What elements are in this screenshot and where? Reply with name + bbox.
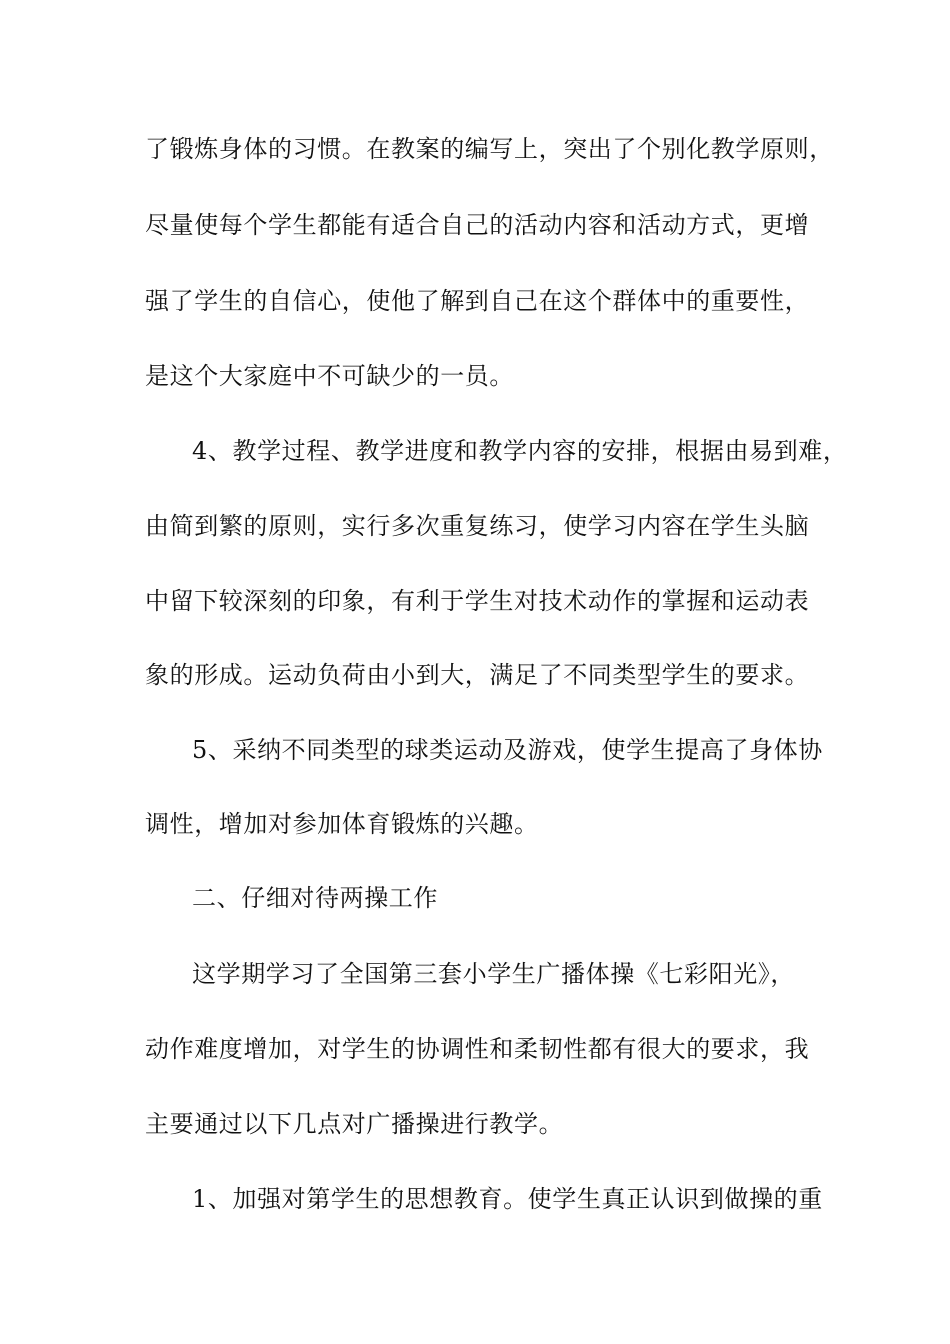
paragraph-section-start: 这学期学习了全国第三套小学生广播体操《七彩阳光》，	[192, 960, 795, 988]
section-heading: 二、仔细对待两操工作	[192, 884, 438, 912]
text-line-3: 强了学生的自信心，使他了解到自己在这个群体中的重要性，	[145, 287, 810, 315]
text-line-2: 尽量使每个学生都能有适合自己的活动内容和活动方式，更增	[145, 211, 810, 239]
text-line-13: 动作难度增加，对学生的协调性和柔韧性都有很大的要求，我	[145, 1035, 810, 1063]
text-line-14: 主要通过以下几点对广播操进行教学。	[145, 1110, 564, 1138]
paragraph-5-start: 5、采纳不同类型的球类运动及游戏，使学生提高了身体协	[192, 736, 823, 764]
text-line-10: 调性，增加对参加体育锻炼的兴趣。	[145, 810, 539, 838]
paragraph-1-start: 1、加强对第学生的思想教育。使学生真正认识到做操的重	[192, 1185, 823, 1213]
text-line-1: 了锻炼身体的习惯。在教案的编写上，突出了个别化教学原则，	[145, 135, 834, 163]
text-line-4: 是这个大家庭中不可缺少的一员。	[145, 362, 514, 390]
text-line-7: 中留下较深刻的印象，有利于学生对技术动作的掌握和运动表	[145, 587, 810, 615]
text-line-6: 由简到繁的原则，实行多次重复练习，使学习内容在学生头脑	[145, 512, 810, 540]
paragraph-4-start: 4、教学过程、教学进度和教学内容的安排，根据由易到难，	[192, 437, 848, 465]
text-line-8: 象的形成。运动负荷由小到大，满足了不同类型学生的要求。	[145, 661, 810, 689]
